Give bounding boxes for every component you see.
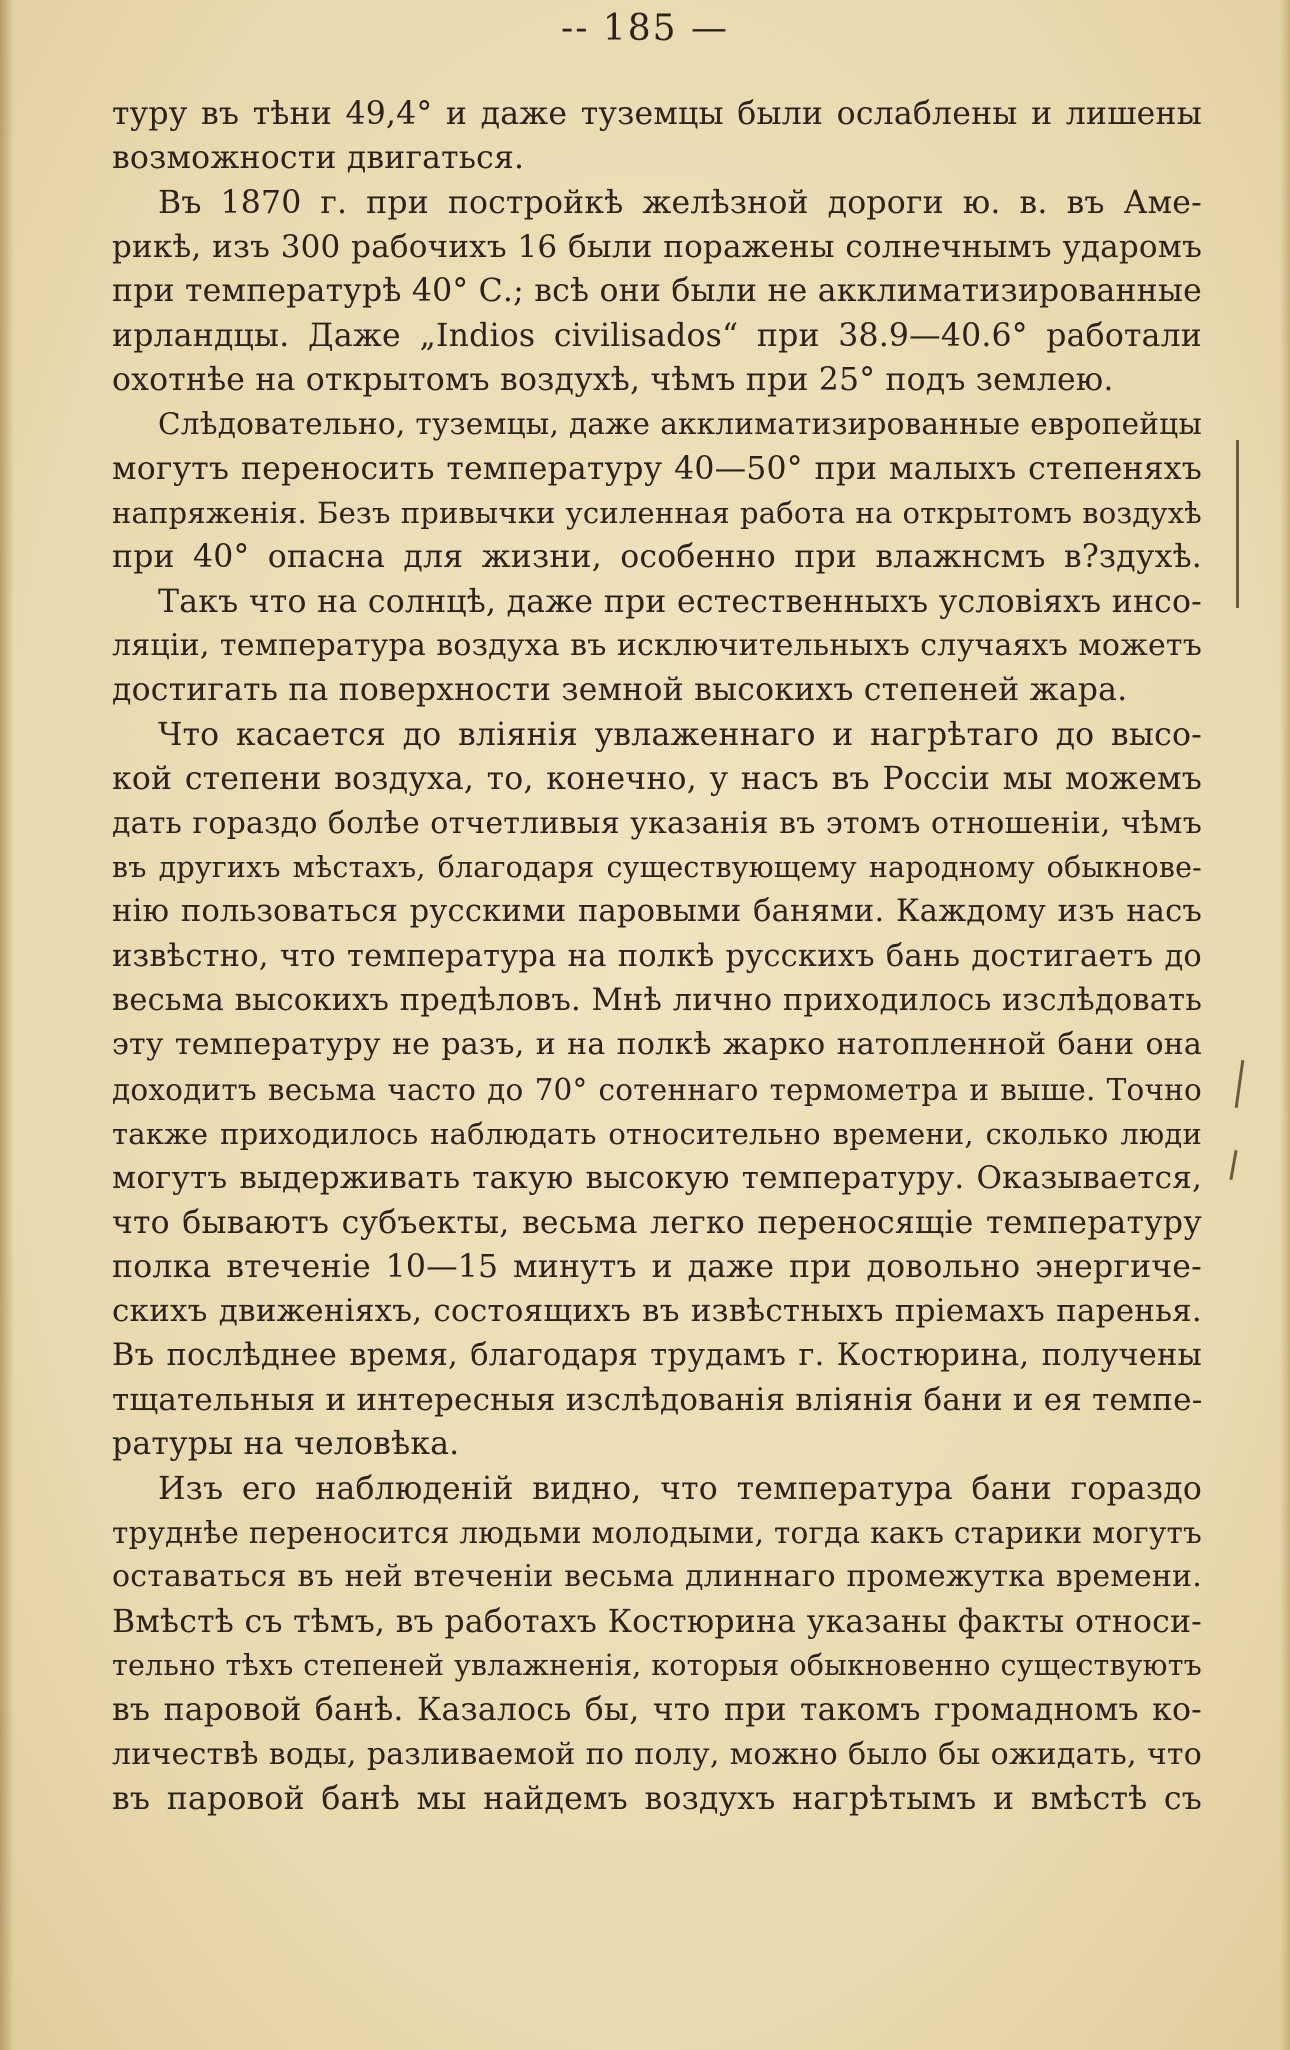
body-text: [112, 92, 1202, 1821]
page-edge-left: [0, 0, 14, 2050]
text-line: при 40° опасна для жизни, особенно при влажнсмъ в?здухѣ.: [112, 539, 1202, 576]
margin-pencil-mark: [1236, 440, 1239, 608]
text-line: могутъ переносить температуру 40—50° при малыхъ степеняхъ: [112, 450, 1202, 487]
text-line: напряженія. Безъ привычки усиленная работа на открытомъ воздухѣ: [112, 496, 1202, 531]
text-line: въ паровой банѣ. Казалось бы, что при такомъ громадномъ ко-: [112, 1692, 1202, 1729]
text-line: нію пользоваться русскими паровыми банями. Каждому изъ насъ: [112, 894, 1202, 930]
text-line: въ другихъ мѣстахъ, благодаря существующему народному обыкнове-: [112, 850, 1202, 884]
margin-pencil-mark: [1235, 1060, 1245, 1108]
page-number: -- 185 —: [561, 8, 729, 49]
text-line: въ паровой банѣ мы найдемъ воздухъ нагрѣтымъ и вмѣстѣ съ: [112, 1781, 1202, 1818]
text-line: Слѣдовательно, туземцы, даже акклиматизированные европейцы: [158, 407, 1202, 442]
text-line: Такъ что на солнцѣ, даже при естественныхъ условіяхъ инсо-: [158, 583, 1202, 620]
text-line: тщательныя и интересныя изслѣдованія вліянія бани и ея темпе-: [112, 1381, 1203, 1418]
text-line: тельно тѣхъ степеней увлажненія, которыя обыкновенно существуютъ: [112, 1649, 1202, 1683]
text-line: рикѣ, изъ 300 рабочихъ 16 были поражены солнечнымъ ударомъ: [112, 229, 1202, 266]
text-line: что бываютъ субъекты, весьма легко переносящіе температуру: [112, 1204, 1202, 1241]
text-line: туру въ тѣни 49,4° и даже туземцы были ослаблены и лишены: [112, 96, 1202, 132]
text-line: также приходилось наблюдать относительно времени, сколько люди: [112, 1116, 1202, 1151]
text-line: ляціи, температура воздуха въ исключительныхъ случаяхъ можетъ: [112, 628, 1202, 664]
text-line: ратуры на человѣка.: [112, 1426, 460, 1463]
text-line: скихъ движеніяхъ, состоящихъ въ извѣстныхъ пріемахъ паренья.: [112, 1293, 1202, 1330]
text-line: достигать па поверхности земной высокихъ степеней жара.: [112, 672, 1128, 709]
margin-pencil-mark: [1229, 1150, 1237, 1180]
page-edge-right: [1280, 0, 1290, 2050]
text-line: доходитъ весьма часто до 70° сотеннаго термометра и выше. Точно: [112, 1072, 1202, 1107]
text-line: могутъ выдерживать такую высокую температуру. Оказывается,: [112, 1160, 1202, 1197]
text-line: при температурѣ 40° С.; всѣ они были не акклиматизированные: [112, 273, 1202, 310]
text-line: полка втеченіе 10—15 минутъ и даже при довольно энергиче-: [112, 1248, 1202, 1285]
text-line: Изъ его наблюденій видно, что температура бани гораздо: [158, 1470, 1202, 1507]
text-line: эту температуру не разъ, и на полкѣ жарко натопленной бани она: [112, 1027, 1202, 1063]
text-line: кой степени воздуха, то, конечно, у насъ въ Россіи мы можемъ: [112, 761, 1202, 798]
text-line: Въ послѣднее время, благодаря трудамъ г. Костюрина, получены: [112, 1337, 1202, 1373]
text-line: дать гораздо болѣе отчетливыя указанія въ этомъ отношеніи, чѣмъ: [112, 805, 1202, 841]
text-line: личествѣ воды, разливаемой по полу, можно было бы ожидать, что: [112, 1736, 1202, 1772]
text-line: возможности двигаться.: [112, 140, 525, 177]
text-line: Что касается до вліянія увлаженнаго и нагрѣтаго до высо-: [158, 716, 1202, 753]
text-line: труднѣе переносится людьми молодыми, тогда какъ старики могутъ: [112, 1516, 1202, 1550]
text-line: извѣстно, что температура на полкѣ русскихъ бань достигаетъ до: [112, 938, 1202, 974]
text-line: весьма высокихъ предѣловъ. Мнѣ лично приходилось изслѣдовать: [112, 982, 1202, 1018]
text-line: ирландцы. Даже „Indios civilisados“ при 38.9—40.6° работали: [112, 317, 1202, 354]
text-line: Вмѣстѣ съ тѣмъ, въ работахъ Костюрина указаны факты относи-: [112, 1603, 1202, 1640]
text-line: охотнѣе на открытомъ воздухѣ, чѣмъ при 25° подъ землею.: [112, 362, 1114, 399]
text-line: оставаться въ ней втеченіи весьма длиннаго промежутка времени.: [112, 1559, 1202, 1595]
text-line: Въ 1870 г. при постройкѣ желѣзной дороги ю. в. въ Аме-: [158, 184, 1202, 221]
